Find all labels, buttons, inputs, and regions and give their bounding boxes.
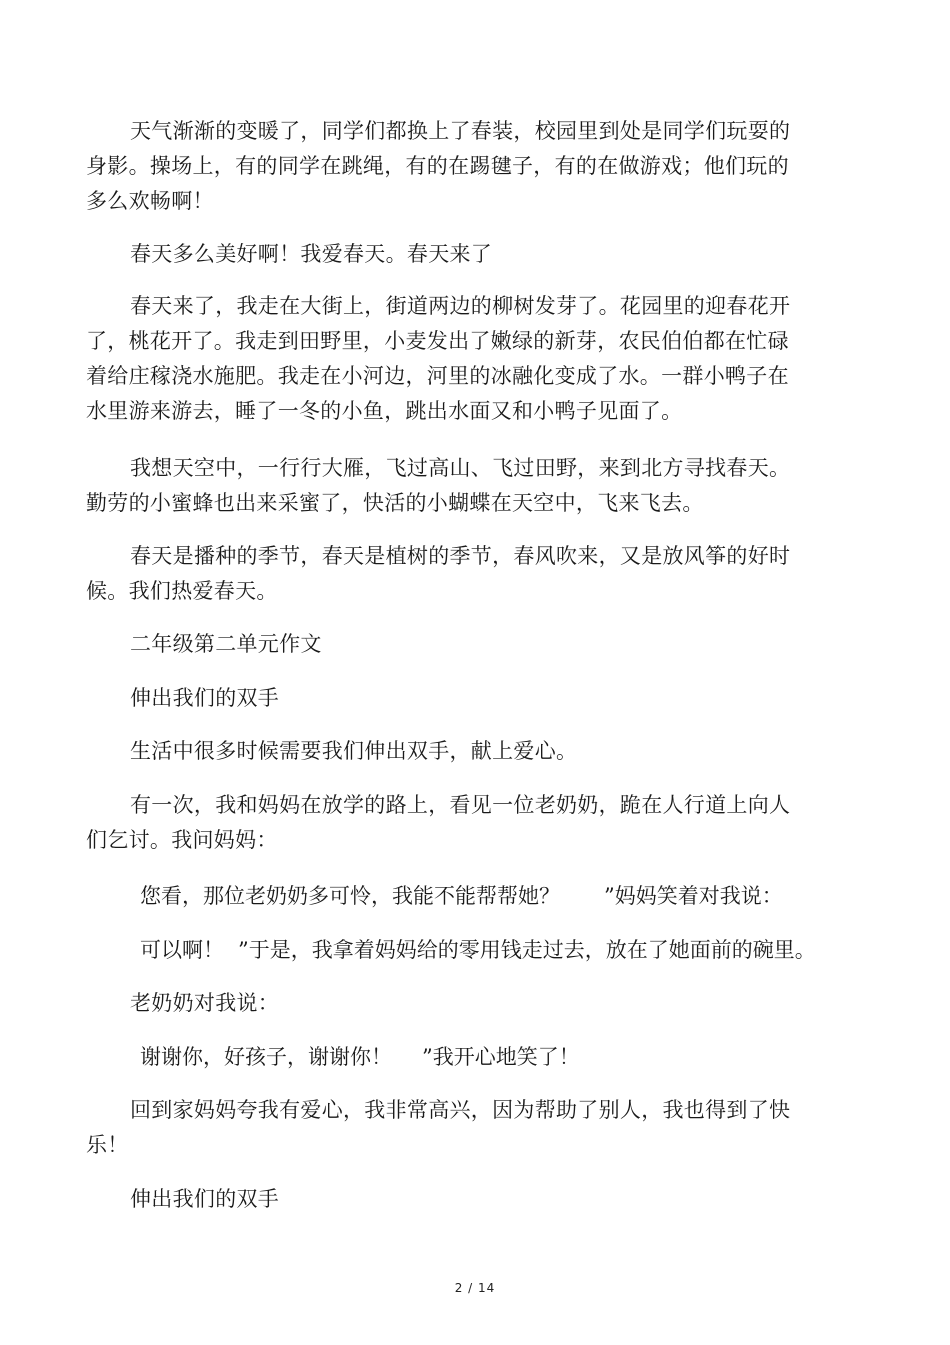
dialogue-question: 您看，那位老奶奶多可怜，我能不能帮帮她？: [140, 884, 560, 908]
paragraph-grandma-says: 老奶奶对我说：: [130, 991, 280, 1015]
dialogue-line-2: [140, 933, 816, 968]
paragraph-conclusion: 回到家妈妈夸我有爱心，我非常高兴，因为帮助了别人，我也得到了快乐！: [86, 1098, 791, 1157]
paragraph-spring-playground: 天气渐渐的变暖了，同学们都换上了春装，校园里到处是同学们玩耍的身影。操场上，有的同学在跳绳，有的在踢毽子，有的在做游戏；他们玩的多么欢畅啊！: [86, 119, 791, 213]
paragraph-spring-street: 春天来了，我走在大街上，街道两边的柳树发芽了。花园里的迎春花开了，桃花开了。我走到田野里，小麦发出了嫩绿的新芽，农民伯伯都在忙碌着给庄稼浇水施肥。我走在小河边，河里的冰融化变成了水。一群小鸭子在水里游来游去，睡了一冬的小鱼，跳出水面又和小鸭子见面了。: [86, 294, 791, 423]
page-number: 2 / 14: [454, 1281, 496, 1295]
essay-title: 伸出我们的双手: [130, 686, 280, 710]
section-heading-grade-two: 二年级第二单元作文: [130, 632, 322, 656]
paragraph-wild-geese: 我想天空中，一行行大雁，飞过高山、飞过田野，来到北方寻找春天。勤劳的小蜜蜂也出来采蜜了，快活的小蝴蝶在天空中，飞来飞去。: [86, 456, 791, 515]
paragraph-love-spring: 春天多么美好啊！我爱春天。春天来了: [130, 242, 493, 266]
dialogue-action: ”于是，我拿着妈妈给的零用钱走过去，放在了她面前的碗里。: [238, 938, 816, 962]
dialogue-mother-answer: 可以啊！: [140, 938, 224, 962]
paragraph-story-begin: 有一次，我和妈妈在放学的路上，看见一位老奶奶，跪在人行道上向人们乞讨。我问妈妈：: [86, 793, 791, 852]
dialogue-line-1: [140, 879, 783, 914]
dialogue-thanks: 谢谢你，好孩子，谢谢你！: [140, 1045, 392, 1069]
dialogue-mother-reply: ”妈妈笑着对我说：: [604, 884, 783, 908]
dialogue-line-3: [140, 1040, 580, 1075]
dialogue-smile: ”我开心地笑了！: [422, 1045, 580, 1069]
paragraph-intro-love: 生活中很多时候需要我们伸出双手，献上爱心。: [130, 739, 578, 763]
essay-title-repeat: 伸出我们的双手: [130, 1187, 280, 1211]
paragraph-sowing-season: 春天是播种的季节，春天是植树的季节，春风吹来，又是放风筝的好时候。我们热爱春天。: [86, 544, 791, 603]
